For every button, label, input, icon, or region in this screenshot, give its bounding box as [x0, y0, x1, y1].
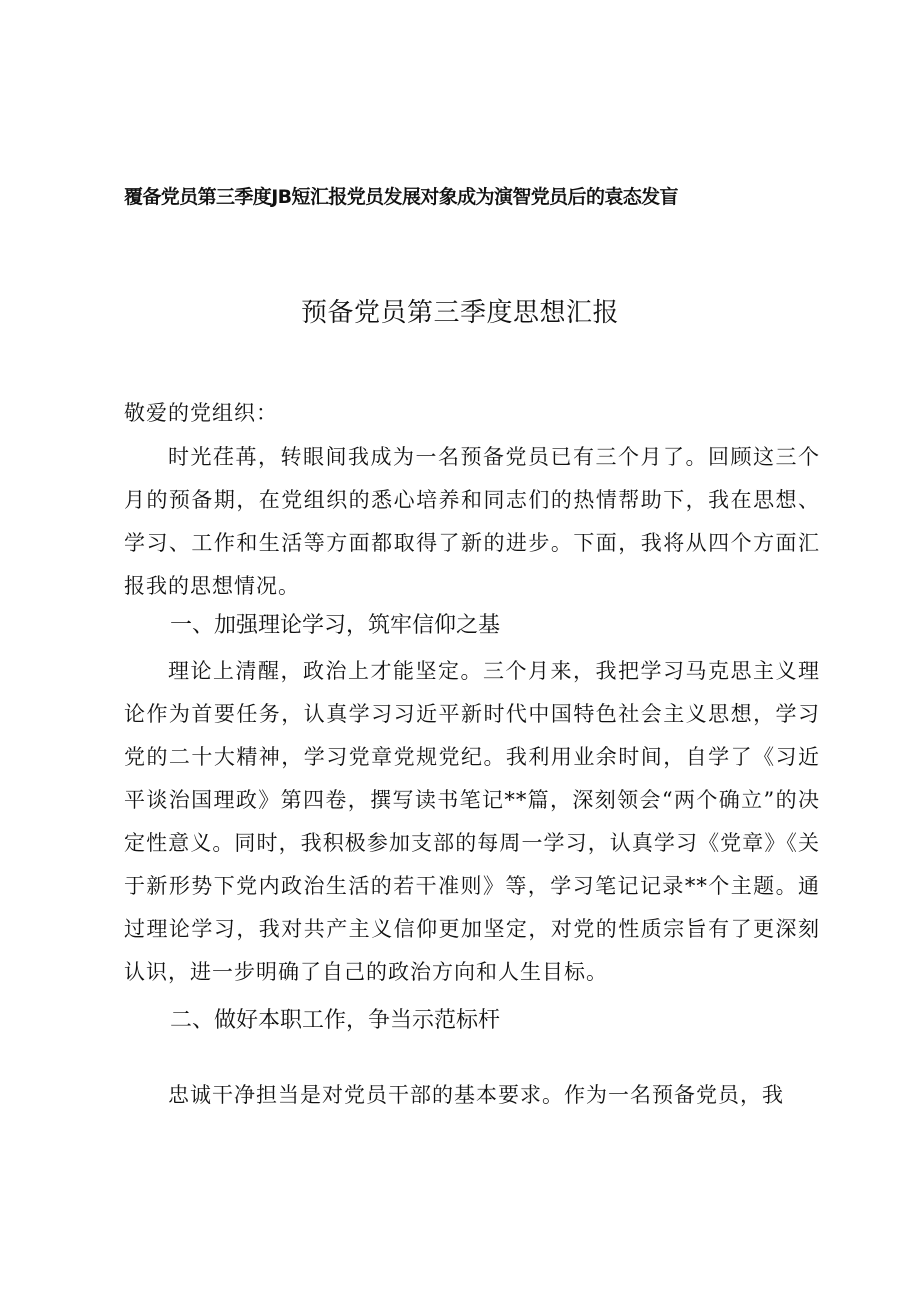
salutation: 敬爱的党组织： — [124, 401, 278, 425]
section-1-paragraph: 理论上清醒，政治上才能坚定。三个月来，我把学习马克思主义理论作为首要任务，认真学习习近平新时代中国特色社会主义思想，学习党的二十大精神，学习党章党规党纪。我利用业余时间，自学了《习近平谈治国理政》第四卷，撰写读书笔记**篇，深刻领会“两个确立”的决定性意义。同时，我积极参加支部的每周一学习，认真学习《党章》《关于新形势下党内政治生活的若干准则》等，学习笔记记录**个主题。通过理论学习，我对共产主义信仰更加坚定，对党的性质宗旨有了更深刻认识，进一步明确了自己的政治方向和人生目标。 — [124, 659, 820, 984]
section-2-heading: 二、做好本职工作，争当示范标杆 — [170, 1008, 501, 1033]
document-heading: 预备党员第三季度思想汇报 — [300, 298, 619, 328]
document-file-title: 覆备党员第三季度JB短汇报党员发展对象成为演智党员后的袁态发盲 — [124, 186, 678, 208]
section-1-heading: 一、加强理论学习，筑牢信仰之基 — [170, 613, 501, 638]
section-2-paragraph: 忠诚干净担当是对党员干部的基本要求。作为一名预备党员，我 — [168, 1083, 784, 1107]
intro-paragraph: 时光荏苒，转眼间我成为一名预备党员已有三个月了。回顾这三个月的预备期，在党组织的悉心培养和同志们的热情帮助下，我在思想、学习、工作和生活等方面都取得了新的进步。下面，我将从四个方面汇报我的思想情况。 — [124, 445, 820, 598]
